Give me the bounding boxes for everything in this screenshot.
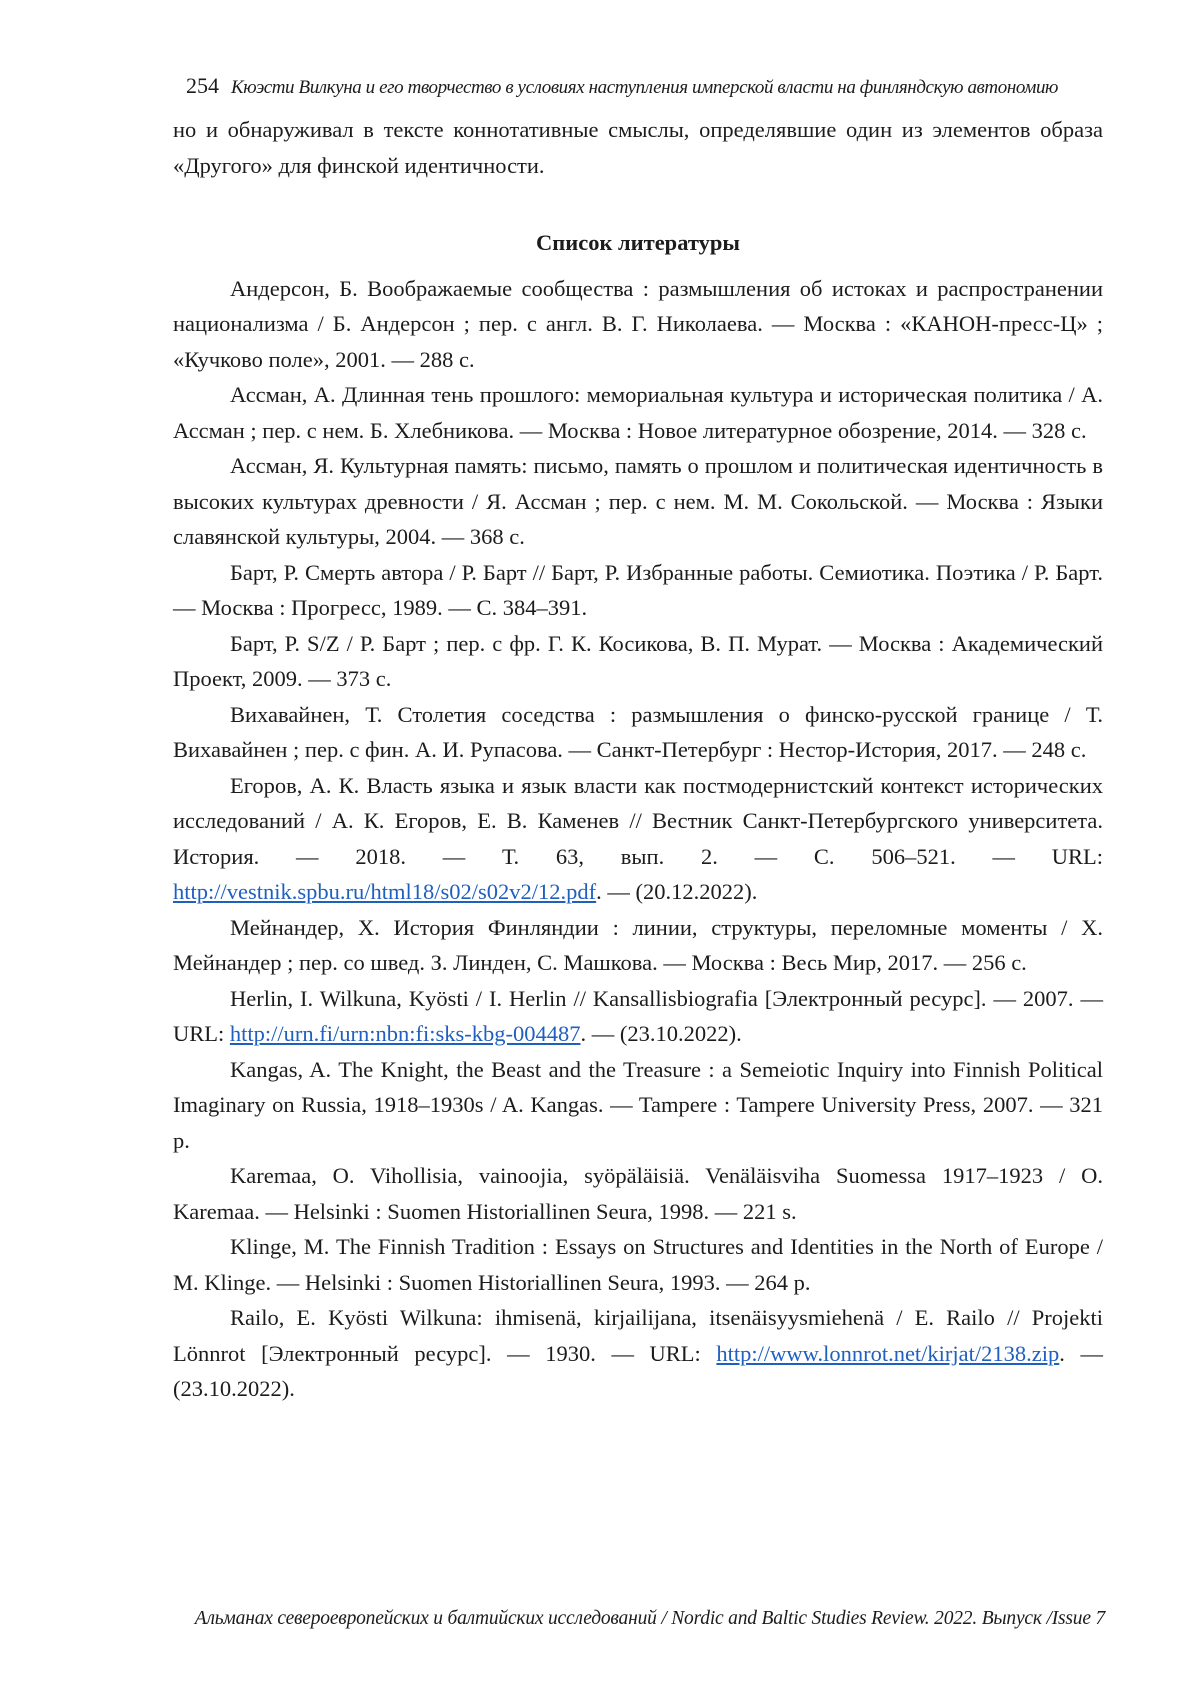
entry-text: Барт, Р. S/Z / Р. Барт ; пер. с фр. Г. К. Косикова, В. П. Мурат. — Москва : Академический Проект, 2009. — 373 с. [173, 630, 1103, 691]
bibliography-entry [173, 555, 1103, 626]
entry-text: Karemaa, O. Vihollisia, vainoojia, syöpäläisiä. Venäläisviha Suomessa 1917–1923 / O. Karemaa. — Helsinki : Suomen Historiallinen Seura, 1998. — 221 s. [173, 1163, 1103, 1224]
bibliography-entry [173, 377, 1103, 448]
entry-text: Мейнандер, Х. История Финляндии : линии, структуры, переломные моменты / Х. Мейнандер ; пер. со швед. З. Линден, С. Машкова. — Москва : Весь Мир, 2017. — 256 с. [173, 914, 1103, 975]
entry-text: Вихавайнен, Т. Столетия соседства : размышления о финско-русской границе / Т. Вихавайнен ; пер. с фин. А. И. Рупасова. — Санкт-Петербург : Нестор-История, 2017. — 248 с. [173, 701, 1103, 762]
running-head [186, 72, 1106, 102]
entry-text: Ассман, Я. Культурная память: письмо, память о прошлом и политическая идентичность в высоких культурах древности / Я. Ассман ; пер. с нем. М. М. Сокольской. — Москва : Языки славянской культуры, 2004. — 368 с. [173, 453, 1103, 549]
entry-url-link[interactable]: http://www.lonnrot.net/kirjat/2138.zip [716, 1340, 1060, 1366]
entry-text: Ассман, А. Длинная тень прошлого: мемориальная культура и историческая политика / А. Ассман ; пер. с нем. Б. Хлебникова. — Москва : Новое литературное обозрение, 2014. — 328 с. [173, 382, 1103, 443]
bibliography-entry [173, 910, 1103, 981]
running-title: Кюэсти Вилкуна и его творчество в условиях наступления имперской власти на финляндскую автономию [231, 77, 1059, 98]
page-body [173, 112, 1103, 1407]
bibliography-heading: Список литературы [536, 230, 740, 255]
intro-paragraph: но и обнаруживал в тексте коннотативные смыслы, определявшие один из элементов образа «Другого» для финской идентичности. [173, 117, 1103, 178]
entry-text: Railo, E. Kyösti Wilkuna: ihmisenä, kirjailijana, itsenäisyysmiehenä / E. Railo // Projekti Lönnrot [Электронный ресурс]. — 1930. — URL: [173, 1305, 1103, 1366]
entry-text: Herlin, I. Wilkuna, Kyösti / I. Herlin // Kansallisbiografia [Электронный ресурс]. — 2007. — URL: [173, 985, 1103, 1046]
bibliography-entry [173, 981, 1103, 1052]
bibliography-entry [173, 1300, 1103, 1407]
entry-text: Klinge, M. The Finnish Tradition : Essays on Structures and Identities in the North of Europe / M. Klinge. — Helsinki : Suomen Historiallinen Seura, 1993. — 264 p. [173, 1234, 1103, 1295]
entry-url-link[interactable]: http://vestnik.spbu.ru/html18/s02/s02v2/12.pdf [173, 879, 597, 904]
entry-access-date: . — (20.12.2022). [596, 879, 758, 904]
bibliography-entry [173, 697, 1103, 768]
bibliography-list [173, 271, 1103, 1407]
bibliography-entry [173, 626, 1103, 697]
bibliography-entry [173, 768, 1103, 910]
entry-access-date: . — (23.10.2022). [173, 1340, 1104, 1401]
bibliography-entry [173, 1158, 1103, 1229]
entry-text: Kangas, A. The Knight, the Beast and the Treasure : a Semeiotic Inquiry into Finnish Political Imaginary on Russia, 1918–1930s / A. Kangas. — Tampere : Tampere University Press, 2007. — 321 p. [173, 1056, 1103, 1153]
entry-access-date: . — (23.10.2022). [580, 1021, 742, 1046]
entry-text: Барт, Р. Смерть автора / Р. Барт // Барт, Р. Избранные работы. Семиотика. Поэтика / Р. Барт. — Москва : Прогресс, 1989. — С. 384–391. [173, 559, 1103, 620]
entry-text: Егоров, А. К. Власть языка и язык власти как постмодернистский контекст исторических исследований / А. К. Егоров, Е. В. Каменев // Вестник Санкт-Петербургского университета. История. — 2018. — Т. 63, вып. 2. — С. 506–521. — URL: [173, 772, 1103, 869]
bibliography-entry [173, 1229, 1103, 1300]
bibliography-entry [173, 448, 1103, 555]
bibliography-entry [173, 271, 1103, 378]
entry-text: Андерсон, Б. Воображаемые сообщества : размышления об истоках и распространении национализма / Б. Андерсон ; пер. с англ. В. Г. Николаева. — Москва : «КАНОН-пресс-Ц» ; «Кучково поле», 2001. — 288 с. [173, 275, 1103, 372]
journal-footer: Альманах североевропейских и балтийских исследований / Nordic and Baltic Studies Review. 2022. Выпуск /Issue 7 [194, 1608, 1105, 1629]
bibliography-entry [173, 1052, 1103, 1159]
entry-url-link[interactable]: http://urn.fi/urn:nbn:fi:sks-kbg-004487 [229, 1021, 581, 1046]
page-number: 254 [186, 73, 219, 98]
